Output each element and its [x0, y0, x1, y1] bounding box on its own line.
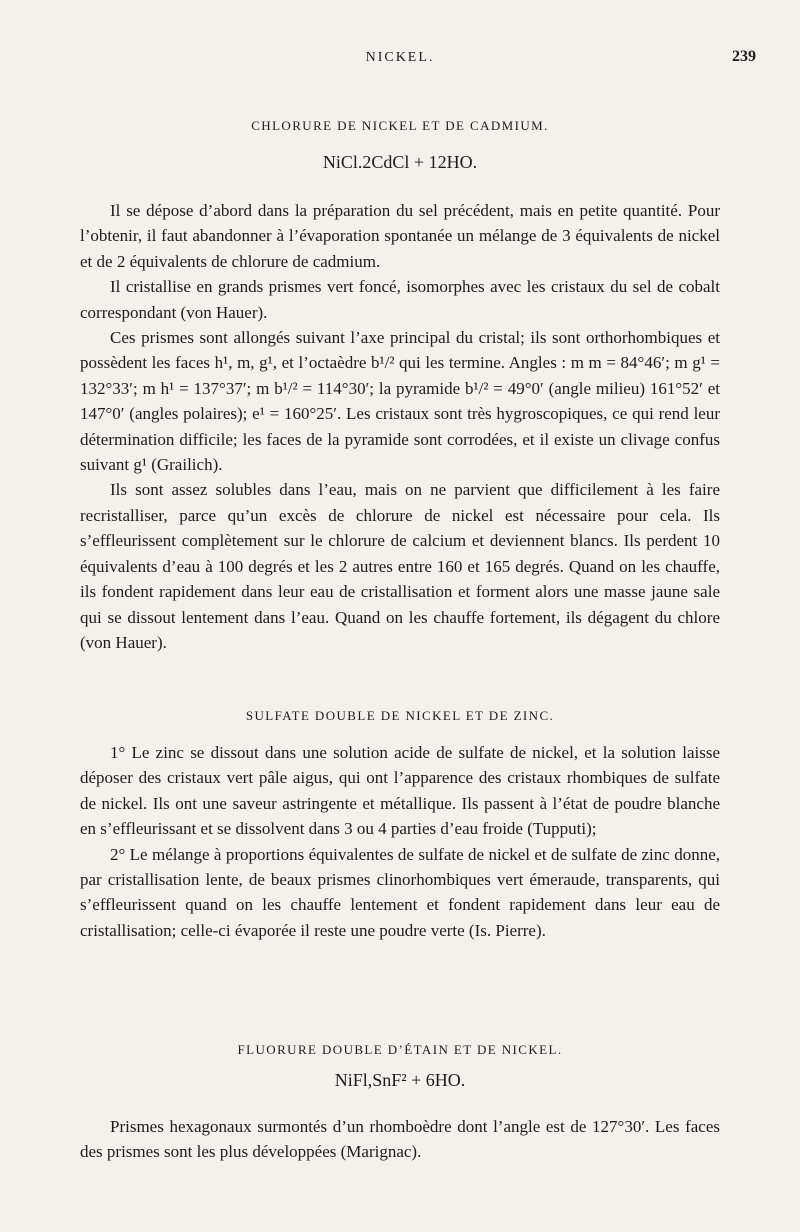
- section-body-chlorure: [80, 198, 720, 655]
- formula-fluorure: NiFl,SnF² + 6HO.: [334, 1070, 466, 1090]
- paragraph: Il se dépose d’abord dans la préparation du sel précédent, mais en petite quantité. Pour l’obtenir, il faut abandonner à l’évaporation spontanée un mélange de 3 équivalents de nickel et de 2 équivalents de chlorure de cadmium.: [80, 201, 720, 271]
- section-title-fluorure: FLUORURE DOUBLE D’ÉTAIN ET DE NICKEL.: [237, 1042, 563, 1057]
- running-title: NICKEL.: [365, 50, 435, 65]
- section-body-fluorure: [80, 1114, 720, 1165]
- paragraph: Il cristallise en grands prismes vert foncé, isomorphes avec les cristaux du sel de cobalt correspondant (von Hauer).: [80, 277, 720, 322]
- paragraph: 1° Le zinc se dissout dans une solution acide de sulfate de nickel, et la solution laisse déposer des cristaux vert pâle aigus, qui ont l’apparence des cristaux rhombiques de sulfate de nickel. Ils ont une saveur astringente et métallique. Ils passent à l’état de poudre blanche en s’effleurissant et se dissolvent dans 3 ou 4 parties d’eau froide (Tupputi);: [80, 743, 720, 839]
- paragraph: Ils sont assez solubles dans l’eau, mais on ne parvient que difficilement à les faire recristalliser, parce qu’un excès de chlorure de nickel est nécessaire pour cela. Ils s’effleurissent complètement sur le chlorure de calcium et deviennent blancs. Ils perdent 10 équivalents d’eau à 100 degrés et les 2 autres entre 160 et 165 degrés. Quand on les chauffe, ils fondent rapidement dans leur eau de cristallisation et forment alors une masse jaune sale qui se dissout lentement dans l’eau. Quand on les chauffe fortement, ils dégagent du chlore (von Hauer).: [80, 480, 720, 652]
- formula-chlorure: NiCl.2CdCl + 12HO.: [322, 152, 478, 172]
- section-title-sulfate: SULFATE DOUBLE DE NICKEL ET DE ZINC.: [245, 708, 555, 723]
- paragraph: Prismes hexagonaux surmontés d’un rhomboèdre dont l’angle est de 127°30′. Les faces des prismes sont les plus développées (Marignac).: [80, 1117, 720, 1162]
- section-body-sulfate: [80, 740, 720, 943]
- paragraph: 2° Le mélange à proportions équivalentes de sulfate de nickel et de sulfate de zinc donne, par cristallisation lente, de beaux prismes clinorhombiques vert émeraude, transparents, qui s’effleurissent quand on les chauffe lentement et fondent rapidement dans leur eau de cristallisation; celle-ci évaporée il reste une poudre verte (Is. Pierre).: [80, 844, 720, 940]
- page-number: 239: [732, 48, 756, 65]
- running-head: [0, 48, 800, 72]
- paragraph: Ces prismes sont allongés suivant l’axe principal du cristal; ils sont orthorhombiques et possèdent les faces h¹, m, g¹, et l’octaèdre b¹/² qui les termine. Angles : m m = 84°46′; m g¹ = 132°33′; m h¹ = 137°37′; m b¹/² = 114°30′; la pyramide b¹/² = 49°0′ (angle milieu) 161°52′ et 147°0′ (angles polaires); e¹ = 160°25′. Les cristaux sont très hygroscopiques, ce qui rend leur détermination difficile; les faces de la pyramide sont corrodées, et il existe un clivage confus suivant g¹ (Grailich).: [80, 328, 720, 475]
- section-title-chlorure: CHLORURE DE NICKEL ET DE CADMIUM.: [251, 118, 549, 133]
